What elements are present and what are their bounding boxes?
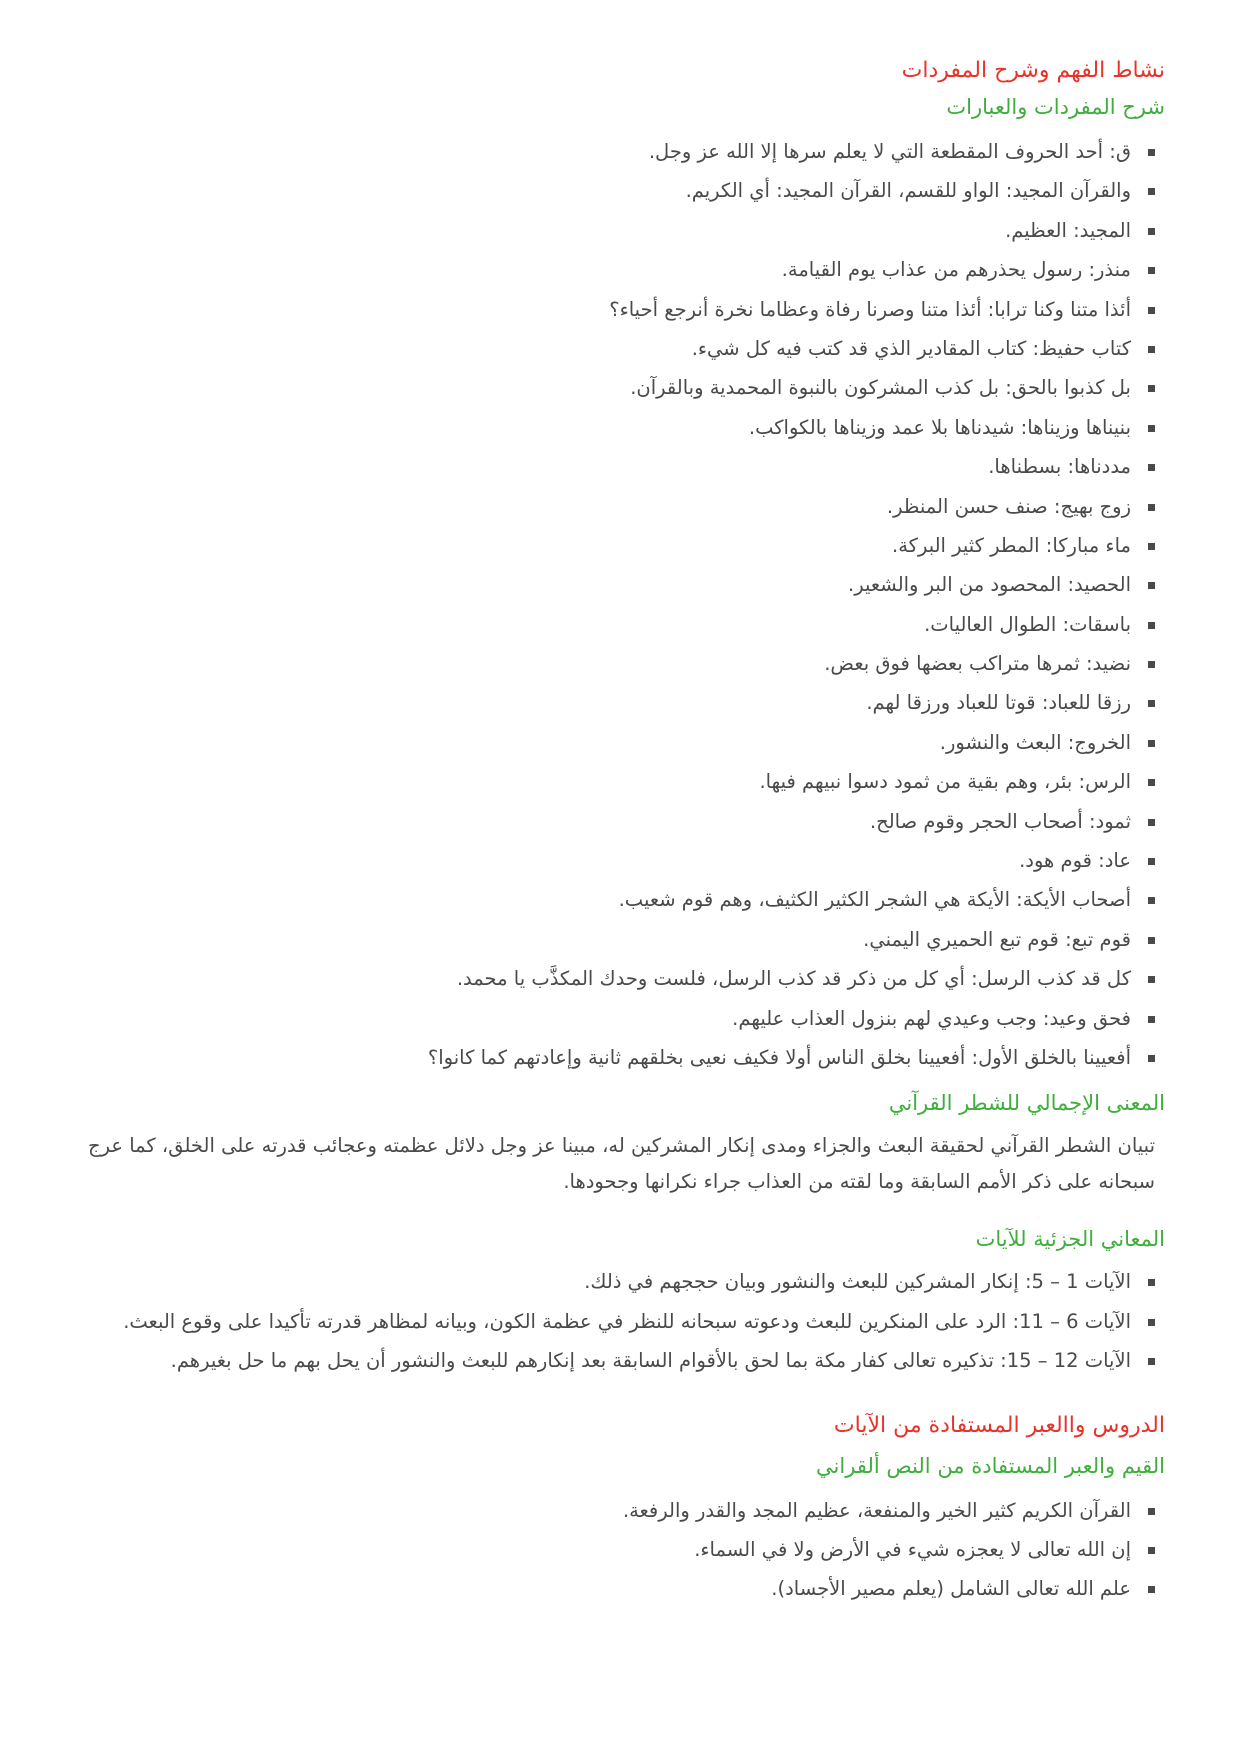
list-item [88,290,1155,329]
square-bullet-icon [1148,976,1155,983]
square-bullet-icon [1148,385,1155,392]
list-item-text: رزقا للعباد: قوتا للعباد ورزقا لهم. [866,691,1131,715]
list-item-text: علم الله تعالى الشامل (يعلم مصير الأجساد). [771,1577,1131,1601]
square-bullet-icon [1148,267,1155,274]
vocabulary-list [88,132,1165,1077]
list-item [88,880,1155,919]
list-item-text: أصحاب الأيكة: الأيكة هي الشجر الكثير الكثيف، وهم قوم شعيب. [618,888,1131,912]
section-subtitle-vocabulary: شرح المفردات والعبارات [946,95,1165,119]
square-bullet-icon [1148,897,1155,904]
section-subtitle-partial-meanings: المعاني الجزئية للآيات [975,1227,1165,1252]
section-subtitle-general-meaning: المعنى الإجمالي للشطر القرآني [888,1091,1165,1116]
list-item-text: قوم تبع: قوم تبع الحميري اليمني. [863,927,1131,951]
list-item-text: الآيات 1 – 5: إنكار المشركين للبعث والنشور وبيان حججهم في ذلك. [584,1270,1131,1294]
list-item [88,605,1155,644]
square-bullet-icon [1148,228,1155,235]
square-bullet-icon [1148,543,1155,550]
square-bullet-icon [1148,149,1155,156]
list-item-text: عاد: قوم هود. [1019,849,1131,873]
list-item-text: أفعيينا بالخلق الأول: أفعيينا بخلق الناس أولا فكيف نعيى بخلقهم ثانية وإعادتهم كما كانوا؟ [427,1045,1131,1069]
list-item-text: مددناها: بسطناها. [988,455,1131,479]
square-bullet-icon [1148,1508,1155,1515]
square-bullet-icon [1148,464,1155,471]
list-item [88,1262,1155,1301]
section-subtitle-values: القيم والعبر المستفادة من النص ألقراني [816,1453,1165,1478]
list-item-text: بل كذبوا بالحق: بل كذب المشركون بالنبوة المحمدية وبالقرآن. [630,376,1131,400]
list-item-text: باسقات: الطوال العاليات. [924,612,1131,636]
list-item [88,1530,1155,1569]
list-item [88,723,1155,762]
values-list [88,1491,1165,1609]
list-item-text: إن الله تعالى لا يعجزه شيء في الأرض ولا في السماء. [694,1537,1131,1561]
list-item-text: الرس: بئر، وهم بقية من ثمود دسوا نبيهم فيها. [759,770,1131,794]
list-item [88,250,1155,289]
square-bullet-icon [1148,740,1155,747]
list-item [88,368,1155,407]
square-bullet-icon [1148,661,1155,668]
list-item [88,447,1155,486]
list-item-text: كتاب حفيظ: كتاب المقادير الذي قد كتب فيه كل شيء. [691,336,1131,360]
square-bullet-icon [1148,1358,1155,1365]
list-item [88,1302,1155,1341]
square-bullet-icon [1148,1016,1155,1023]
list-item-text: بنيناها وزيناها: شيدناها بلا عمد وزيناها بالكواكب. [748,415,1131,439]
list-item-text: الخروج: البعث والنشور. [939,730,1131,754]
list-item-text: زوج بهيج: صنف حسن المنظر. [886,494,1131,518]
list-item [88,841,1155,880]
list-item [88,802,1155,841]
square-bullet-icon [1148,1055,1155,1062]
list-item [88,526,1155,565]
list-item [88,920,1155,959]
list-item-text: والقرآن المجيد: الواو للقسم، القرآن المجيد: أي الكريم. [685,179,1131,203]
square-bullet-icon [1148,425,1155,432]
square-bullet-icon [1148,779,1155,786]
partial-meanings-list [88,1262,1165,1380]
list-item-text: منذر: رسول يحذرهم من عذاب يوم القيامة. [781,258,1131,282]
list-item-text: الحصيد: المحصود من البر والشعير. [848,573,1131,597]
square-bullet-icon [1148,700,1155,707]
section-title-lessons: الدروس واالعبر المستفادة من الآيات [833,1412,1165,1438]
list-item [88,1038,1155,1077]
list-item [88,999,1155,1038]
list-item-text: المجيد: العظيم. [1005,218,1131,242]
square-bullet-icon [1148,819,1155,826]
list-item [88,1569,1155,1608]
list-item [88,1491,1155,1530]
list-item [88,211,1155,250]
square-bullet-icon [1148,188,1155,195]
list-item [88,1341,1155,1380]
list-item [88,762,1155,801]
list-item-text: القرآن الكريم كثير الخير والمنفعة، عظيم المجد والقدر والرفعة. [622,1498,1131,1522]
section-title-comprehension: نشاط الفهم وشرح المفردات [901,58,1165,83]
square-bullet-icon [1148,1279,1155,1286]
list-item-text: ماء مباركا: المطر كثير البركة. [892,533,1131,557]
list-item [88,959,1155,998]
list-item [88,408,1155,447]
square-bullet-icon [1148,346,1155,353]
square-bullet-icon [1148,307,1155,314]
list-item-text: كل قد كذب الرسل: أي كل من ذكر قد كذب الرسل، فلست وحدك المكذَّب يا محمد. [456,967,1131,991]
list-item-text: فحق وعيد: وجب وعيدي لهم بنزول العذاب عليهم. [732,1006,1131,1030]
list-item [88,644,1155,683]
list-item [88,487,1155,526]
list-item [88,683,1155,722]
list-item-text: الآيات 6 – 11: الرد على المنكرين للبعث ودعوته سبحانه للنظر في عظمة الكون، وبيانه لمظاهر قدرته تأكيدا على وقوع البعث. [123,1309,1131,1333]
list-item [88,329,1155,368]
list-item-text: نضيد: ثمرها متراكب بعضها فوق بعض. [824,652,1131,676]
square-bullet-icon [1148,1319,1155,1326]
list-item [88,171,1155,210]
general-meaning-paragraph: تبيان الشطر القرآني لحقيقة البعث والجزاء ومدى إنكار المشركين له، مبينا عز وجل دلائل عظمته وعجائب قدرته على الخلق، كما عرج سبحانه على ذكر الأمم السابقة وما لقته من العذاب جراء نكرانها وجحودها. [88,1134,1155,1194]
square-bullet-icon [1148,622,1155,629]
list-item-text: ثمود: أصحاب الحجر وقوم صالح. [869,809,1131,833]
list-item-text: ق: أحد الحروف المقطعة التي لا يعلم سرها إلا الله عز وجل. [648,140,1131,163]
square-bullet-icon [1148,937,1155,944]
list-item-text: أئذا متنا وكنا ترابا: أئذا متنا وصرنا رفاة وعظاما نخرة أنرجع أحياء؟ [609,297,1131,321]
list-item-text: الآيات 12 – 15: تذكيره تعالى كفار مكة بما لحق بالأقوام السابقة بعد إنكارهم للبعث والنشور أن يحل بهم ما حل بغيرهم. [170,1349,1131,1373]
square-bullet-icon [1148,582,1155,589]
list-item [88,565,1155,604]
square-bullet-icon [1148,504,1155,511]
square-bullet-icon [1148,858,1155,865]
list-item [88,132,1155,171]
square-bullet-icon [1148,1547,1155,1554]
square-bullet-icon [1148,1586,1155,1593]
